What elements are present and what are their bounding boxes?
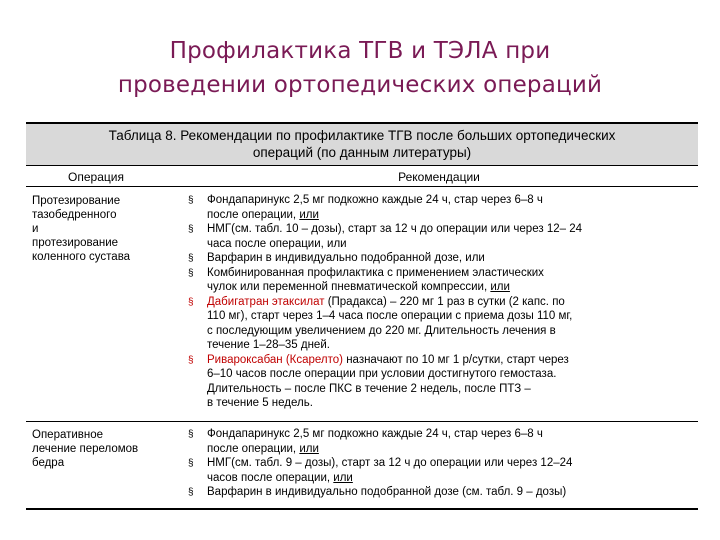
recommendation-line: Фондапаринукс 2,5 мг подкожно каждые 24 ч, стар через 6–8 ч — [207, 428, 543, 440]
recommendation-line: Варфарин в индивидуально подобранной дозе, или — [207, 252, 485, 264]
slide-title-line-1: Профилактика ТГВ и ТЭЛА при — [169, 38, 551, 64]
table-caption-line-1: Таблица 8. Рекомендации по профилактике ТГВ после больших ортопедических — [108, 128, 616, 143]
column-header-recommendations: Рекомендации — [398, 170, 480, 184]
operation-line: бедра — [32, 457, 65, 469]
recommendation-text: после операции, — [207, 442, 297, 455]
recommendation-line — [207, 280, 688, 295]
bullet-icon: § — [188, 429, 194, 440]
recommendation-item — [188, 222, 688, 251]
recommendation-line: часа после операции, или — [207, 237, 347, 250]
recommendation-line: Фондапаринукс 2,5 мг подкожно каждые 24 ч, стар через 6–8 ч — [207, 194, 543, 206]
or-connector: или — [333, 471, 353, 484]
recommendation-line: 110 мг), старт через 1–4 часа после операции с приема дозы 110 мг, — [207, 310, 573, 322]
recommendation-line: 6–10 часов после операции при условии достигнутого гемостаза. — [207, 368, 557, 380]
recommendation-text: после операции, — [207, 208, 297, 221]
recommendation-text: часов после операции, — [207, 471, 331, 484]
operation-line: протезирование — [32, 237, 119, 249]
or-connector: или — [299, 442, 319, 455]
recommendation-line: течение 1–28–35 дней. — [207, 339, 330, 351]
bullet-icon: § — [188, 458, 194, 469]
recommendation-item — [188, 193, 688, 222]
slide-title-line-2: проведении ортопедических операций — [117, 72, 603, 98]
bullet-icon: § — [188, 195, 194, 206]
drug-name-dabigatran: Дабигатран этаксилат — [207, 295, 325, 308]
recommendation-line: в течение 5 недель. — [207, 397, 313, 409]
recommendation-line: Длительность – после ПКС в течение 2 недель, после ПТЗ – — [207, 382, 531, 395]
operation-line: тазобедренного — [32, 209, 117, 221]
bullet-icon: § — [188, 224, 194, 235]
or-connector: или — [490, 281, 510, 293]
bullet-icon: § — [188, 487, 194, 498]
recommendation-item — [188, 266, 688, 295]
recommendation-item — [188, 251, 688, 266]
bullet-icon: § — [188, 267, 194, 279]
operation-line: Оперативное — [32, 429, 104, 441]
recommendation-text: (Прадакса) – 220 мг 1 раз в сутки (2 капс. по — [324, 295, 565, 308]
recommendation-line — [207, 442, 688, 457]
recommendation-line — [207, 471, 688, 486]
recommendations-list-2 — [188, 427, 688, 500]
recommendation-text: чулок или переменной пневматической компрессии, — [207, 281, 488, 293]
recommendation-item — [188, 353, 688, 411]
operation-line: коленного сустава — [32, 251, 131, 263]
recommendation-line: НМГ(см. табл. 9 – дозы), старт за 12 ч до операции или через 12–24 — [207, 457, 573, 469]
operation-line: Протезирование — [32, 195, 121, 207]
table-bottom-border — [26, 508, 698, 510]
bullet-icon: § — [188, 354, 194, 366]
recommendation-text: назначают по 10 мг 1 р/сутки, старт через — [343, 353, 569, 366]
recommendation-line: с последующим увеличением до 220 мг. Длительность лечения в — [207, 324, 556, 337]
recommendation-line — [207, 208, 688, 223]
operation-cell-2 — [32, 428, 172, 470]
recommendation-item — [188, 427, 688, 456]
recommendation-item — [188, 295, 688, 353]
header-divider — [26, 186, 698, 187]
recommendation-item — [188, 485, 688, 500]
drug-name-rivaroxaban: Ривароксабан (Ксарелто) — [207, 353, 343, 366]
table-caption-line-2: операций (по данным литературы) — [252, 145, 472, 160]
bullet-icon: § — [188, 253, 194, 264]
recommendation-line: Комбинированная профилактика с применением эластических — [207, 266, 544, 279]
bullet-icon: § — [188, 296, 194, 308]
recommendation-line — [207, 295, 688, 310]
operation-cell-1 — [32, 194, 172, 264]
recommendation-line: Варфарин в индивидуально подобранной дозе (см. табл. 9 – дозы) — [207, 486, 567, 498]
operation-line: лечение переломов — [32, 443, 139, 455]
column-header-operation: Операция — [68, 170, 124, 184]
or-connector: или — [299, 208, 319, 221]
recommendation-item — [188, 456, 688, 485]
row-divider — [26, 421, 698, 422]
recommendation-line — [207, 353, 688, 368]
recommendation-line: НМГ(см. табл. 10 – дозы), старт за 12 ч до операции или через 12– 24 — [207, 223, 582, 235]
slide-title — [0, 34, 720, 102]
recommendations-list-1 — [188, 193, 688, 411]
table-caption — [26, 122, 698, 166]
operation-line: и — [32, 223, 39, 235]
